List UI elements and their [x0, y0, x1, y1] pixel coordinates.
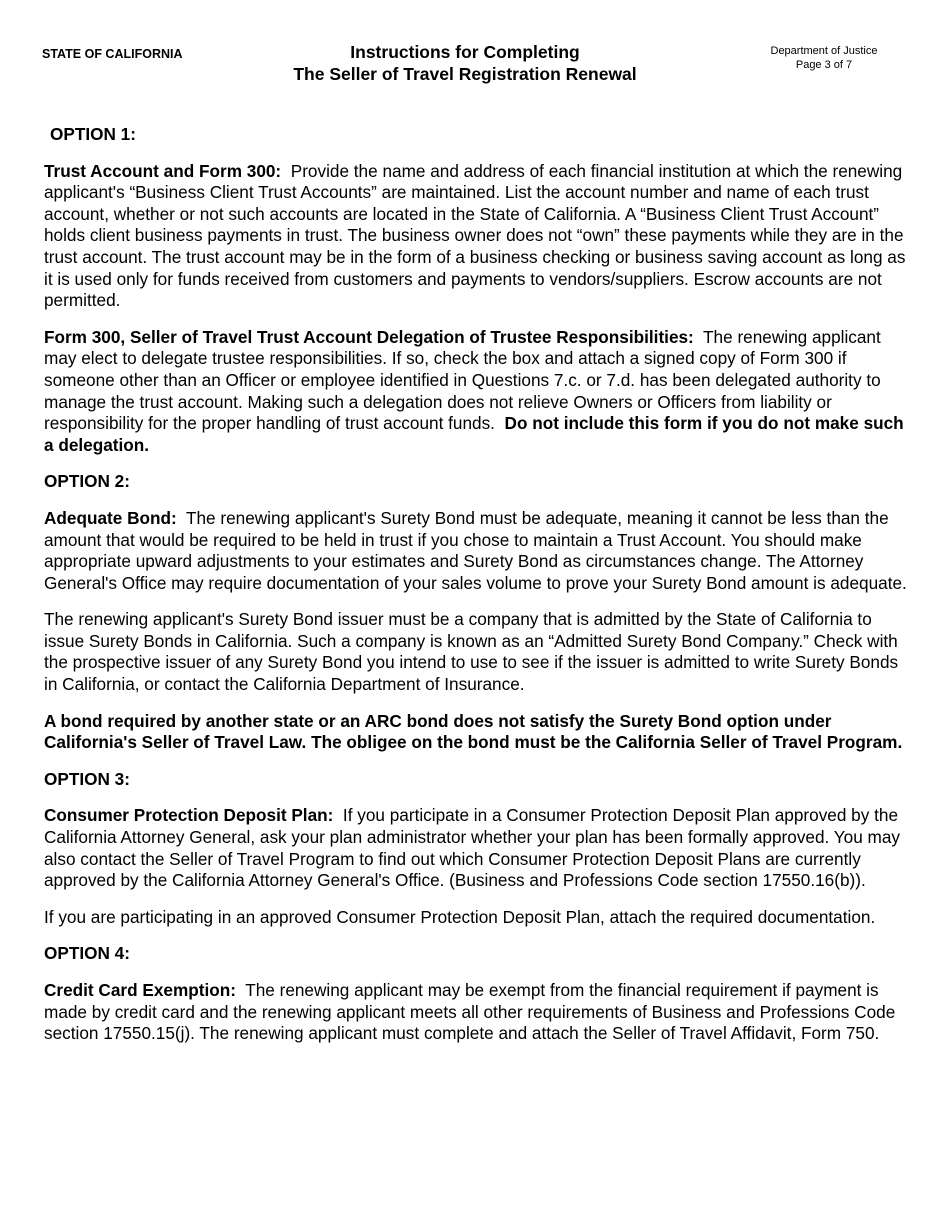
trust-account-lead: Trust Account and Form 300: — [44, 160, 282, 181]
title-line-1: Instructions for Completing — [350, 42, 580, 62]
deposit-plan-attach-paragraph: If you are participating in an approved Consumer Protection Deposit Plan, attach the required documentation. — [44, 906, 876, 927]
form-300-paragraph — [44, 327, 910, 457]
option-3-heading: OPTION 3: — [44, 768, 130, 789]
option-4-heading: OPTION 4: — [44, 943, 130, 964]
state-label: STATE OF CALIFORNIA — [42, 47, 183, 61]
trust-account-paragraph — [44, 161, 910, 312]
form-300-body: The renewing applicant may elect to delegate trustee responsibilities. If so, check the box and attach a signed copy of Form 300 if someone other than an Officer or employee identified in Questions 7.c. or 7.d. has been delegated authority to manage the trust account. Making such a delegation does not relieve Owners or Officers from liability or responsibility for the proper handling of trust account funds. — [44, 326, 881, 434]
form-300-note: Do not include this form if you do not make such a delegation. — [44, 413, 904, 455]
adequate-bond-body: The renewing applicant's Surety Bond must be adequate, meaning it cannot be less than the amount that would be required to be held in trust if you chose to maintain a Trust Account. You should make appropriate upward adjustments to your estimates and Surety Bond as circumstances change. The Attorney General's Office may require documentation of your sales volume to prove your Surety Bond amount is adequate. — [44, 507, 907, 593]
title-line-2: The Seller of Travel Registration Renewal — [293, 64, 637, 84]
page-header — [0, 0, 950, 100]
department-name: Department of Justice — [770, 45, 878, 57]
credit-card-paragraph — [44, 980, 910, 1045]
trust-account-body: Provide the name and address of each financial institution at which the renewing applicant's “Business Client Trust Accounts” are maintained. List the account number and name of each trust account, whether or not such accounts are located in the State of California. A “Business Client Trust Account” holds client business payments in trust. The business owner does not “own” these payments while they are in the trust account. The trust account may be in the form of a business checking or business saving account as long as it is used only for funds received from customers and payments to vendors/suppliers. Escrow accounts are not permitted. — [44, 160, 906, 311]
credit-card-body: The renewing applicant may be exempt from the financial requirement if payment is made by credit card and the renewing applicant meets all other requirements of Business and Professions Code section 17550.15(j). The renewing applicant must complete and attach the Seller of Travel Affidavit, Form 750. — [44, 980, 896, 1044]
surety-issuer-paragraph: The renewing applicant's Surety Bond issuer must be a company that is admitted by the State of California to issue Surety Bonds in California. Such a company is known as an “Admitted Surety Bond Company.” Check with the prospective issuer of any Surety Bond you intend to use to see if the issuer is admitted to write Surety Bonds in California, or contact the California Department of Insurance. — [44, 609, 899, 695]
form-300-lead: Form 300, Seller of Travel Trust Account Delegation of Trustee Responsibilities: — [44, 326, 694, 347]
deposit-plan-paragraph — [44, 805, 910, 891]
deposit-plan-body: If you participate in a Consumer Protection Deposit Plan approved by the California Attorney General, ask your plan administrator whether your plan has been formally approved. You may also contact the Seller of Travel Program to find out which Consumer Protection Deposit Plans are currently approved by the California Attorney General's Office. (Business and Professions Code section 17550.16(b)). — [44, 805, 901, 891]
option-2-heading: OPTION 2: — [44, 471, 130, 492]
document-body — [44, 124, 910, 1060]
deposit-plan-lead: Consumer Protection Deposit Plan: — [44, 805, 334, 826]
adequate-bond-lead: Adequate Bond: — [44, 507, 177, 528]
page-number: Page 3 of 7 — [795, 59, 853, 71]
document-title — [255, 41, 675, 85]
adequate-bond-paragraph — [44, 508, 910, 594]
credit-card-lead: Credit Card Exemption: — [44, 980, 236, 1000]
option-1-heading: OPTION 1: — [50, 124, 136, 144]
department-block — [756, 44, 892, 72]
bond-warning-paragraph: A bond required by another state or an ARC bond does not satisfy the Surety Bond option under California's Seller of Travel Law. The obligee on the bond must be the California Seller of Travel Program. — [44, 710, 903, 753]
